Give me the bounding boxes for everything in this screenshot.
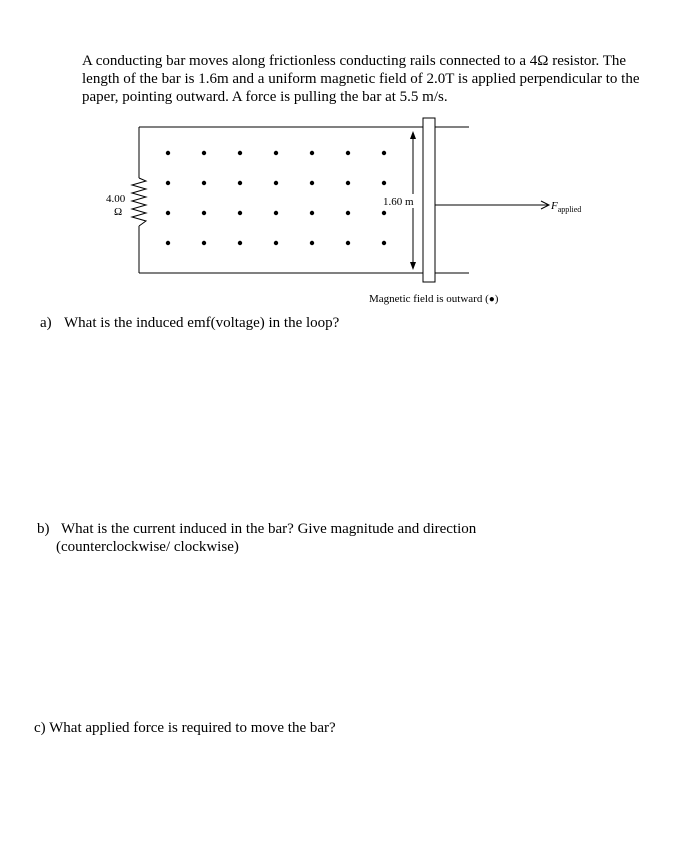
question-c (34, 719, 336, 737)
problem-statement: A conducting bar moves along frictionless conducting rails connected to a 4Ω resistor. The length of the bar is 1.6m and a uniform magnetic field of 2.0T is applied perpendicular to the paper, pointing outward. A force is pulling the bar at 5.5 m/s. (82, 53, 640, 105)
field-dot (238, 241, 242, 245)
question-b-text-line2: (counterclockwise/ clockwise) (56, 539, 239, 555)
field-dot (238, 211, 242, 215)
question-b-text-line1: What is the current induced in the bar? Give magnitude and direction (61, 521, 477, 537)
field-dot (382, 211, 386, 215)
field-dot (310, 241, 314, 245)
question-c-label: c) (34, 720, 46, 736)
field-dot (166, 151, 170, 155)
field-caption: Magnetic field is outward (●) (369, 293, 499, 305)
field-dot (382, 151, 386, 155)
question-b-label: b) (37, 521, 50, 537)
field-dot (382, 241, 386, 245)
field-dot (166, 181, 170, 185)
question-a (40, 314, 339, 332)
circuit-diagram (0, 0, 676, 320)
field-dot (202, 241, 206, 245)
field-dot (238, 181, 242, 185)
bar-length-label: 1.60 m (383, 196, 414, 208)
field-dot (202, 151, 206, 155)
question-a-text: What is the induced emf(voltage) in the loop? (64, 315, 340, 331)
field-dots (166, 151, 386, 245)
question-b (37, 520, 597, 556)
field-dot (274, 151, 278, 155)
field-dot (274, 241, 278, 245)
length-arrow-head-top (410, 131, 416, 139)
field-dot (166, 211, 170, 215)
field-dot (274, 181, 278, 185)
field-dot (202, 211, 206, 215)
resistor-value: 4.00 (106, 193, 126, 205)
resistor-unit: Ω (114, 206, 123, 218)
field-dot (310, 211, 314, 215)
question-a-label: a) (40, 315, 52, 331)
resistor-symbol (132, 178, 146, 226)
field-dot (274, 211, 278, 215)
field-dot (310, 151, 314, 155)
force-label: $F_{applied}$ (551, 200, 582, 214)
field-dot (346, 181, 350, 185)
field-dot (382, 181, 386, 185)
field-dot (346, 241, 350, 245)
field-dot (310, 181, 314, 185)
field-dot (202, 181, 206, 185)
field-dot (238, 151, 242, 155)
question-c-text: What applied force is required to move the bar? (49, 720, 336, 736)
field-dot (346, 211, 350, 215)
sliding-bar (423, 118, 435, 282)
length-arrow-head-bottom (410, 262, 416, 270)
field-dot (166, 241, 170, 245)
field-dot (346, 151, 350, 155)
